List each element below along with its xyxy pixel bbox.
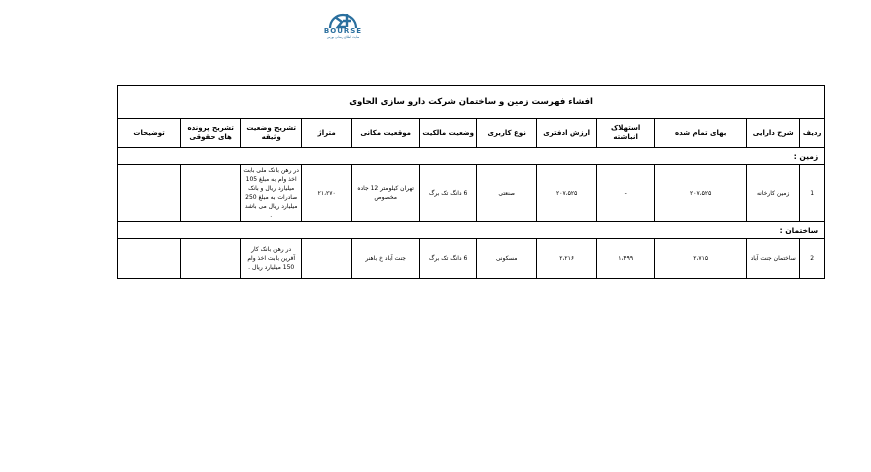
section-label-land: زمین : [118,148,825,165]
section-label-building: ساختمان : [118,222,825,239]
col-header-legal: تشریح پرونده های حقوقی [181,119,241,148]
cell-legal [181,239,241,279]
cell-book-value: ۲۰۷،۵۲۵ [537,165,597,222]
col-header-asset: شرح دارایی [747,119,800,148]
cell-notes [118,239,181,279]
logo-wordmark: BOURSE [323,27,363,35]
cell-ownership: 6 دانگ تک برگ [420,239,477,279]
cell-notes [118,165,181,222]
col-header-cost: بهای تمام شده [655,119,747,148]
section-row-building [118,222,825,239]
cell-location: تهران کیلومتر 12 جاده مخصوص [352,165,420,222]
table-row [118,239,825,279]
asset-disclosure-table [117,85,825,279]
col-header-depreciation: استهلاک انباشته [597,119,655,148]
cell-row-number: 1 [800,165,825,222]
col-header-book-value: ارزش ادفتری [537,119,597,148]
cell-asset: ساختمان جنت آباد [747,239,800,279]
cell-area: ۲۱،۲۷۰ [302,165,352,222]
col-header-location: موقعیت مکانی [352,119,420,148]
section-row-land [118,148,825,165]
cell-row-number: 2 [800,239,825,279]
cell-location: جنت آباد خ باهنر [352,239,420,279]
cell-usage: صنعتی [477,165,537,222]
cell-area [302,239,352,279]
col-header-notes: توضیحات [118,119,181,148]
col-header-area: متراژ [302,119,352,148]
cell-usage: مسکونی [477,239,537,279]
cell-cost: ۲،۷۱۵ [655,239,747,279]
cell-collateral: در رهن بانک کار آفرین بابت اخذ وام 150 میلیارد ریال . [241,239,302,279]
cell-book-value: ۲،۲۱۶ [537,239,597,279]
col-header-collateral: تشریح وضعیت وثیقه [241,119,302,148]
table-title: افشاء فهرست زمین و ساختمان شرکت دارو سازی الحاوی [118,86,825,119]
col-header-usage: نوع کاربری [477,119,537,148]
cell-depreciation: ۱،۴۹۹ [597,239,655,279]
cell-ownership: 6 دانگ تک برگ [420,165,477,222]
logo-subtitle: سایت اطلاع رسانی بورس [326,35,360,39]
header-row [118,119,825,148]
cell-cost: ۲۰۷،۵۲۵ [655,165,747,222]
cell-legal [181,165,241,222]
col-header-ownership: وضعیت مالکیت [420,119,477,148]
cell-depreciation: - [597,165,655,222]
table-row [118,165,825,222]
cell-asset: زمین کارخانه [747,165,800,222]
cell-collateral: در رهن بانک ملی بابت اخذ وام به مبلغ 105 میلیارد ریال و بانک صادرات به مبلغ 250 میلیارد ریال می باشد . [241,165,302,222]
col-header-row-number: ردیف [800,119,825,148]
